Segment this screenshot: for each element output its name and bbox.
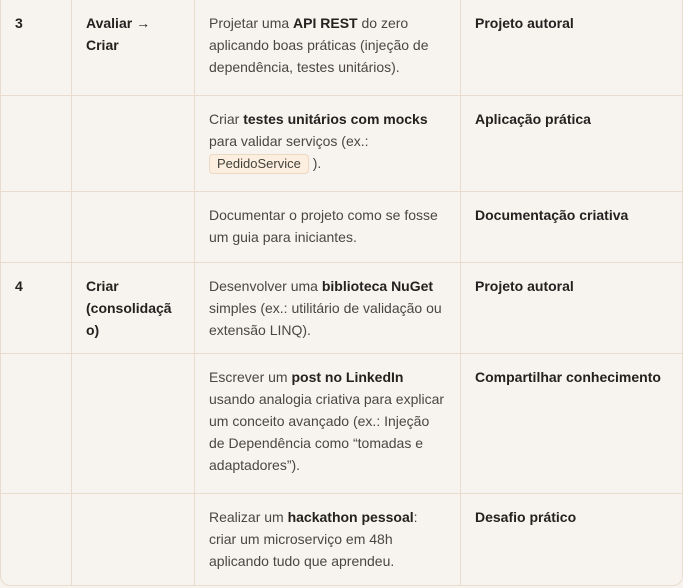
description-text: simples (ex.: utilitário de validação ou extensão LINQ).	[209, 300, 442, 338]
cell-stage-number	[1, 96, 72, 192]
stage-number-text: 4	[15, 278, 23, 294]
description-text: ).	[308, 155, 322, 171]
task-description-text	[209, 204, 446, 248]
description-text: Escrever um	[209, 369, 292, 385]
cell-stage-label	[72, 192, 195, 263]
table-row	[1, 263, 682, 354]
description-text: Criar	[209, 111, 244, 127]
cell-task-description	[195, 263, 461, 354]
cell-task-category	[461, 263, 682, 354]
cell-stage-label	[72, 494, 195, 585]
description-bold-text: API REST	[293, 15, 358, 31]
cell-stage-number	[1, 192, 72, 263]
description-bold-text: biblioteca NuGet	[321, 278, 434, 294]
stage-number-text: 3	[15, 15, 23, 31]
table-row	[1, 354, 682, 494]
task-category-text: Aplicação prática	[475, 111, 591, 127]
cell-task-category	[461, 0, 682, 96]
task-category-text: Compartilhar conhecimento	[475, 369, 661, 385]
task-description-text	[209, 366, 446, 476]
description-text: Projetar uma	[209, 15, 294, 31]
task-category-text: Documentação criativa	[475, 207, 629, 223]
task-description-text	[209, 12, 446, 78]
description-bold-text: post no LinkedIn	[291, 369, 404, 385]
description-text: Documentar o projeto como se fosse um guia para iniciantes.	[209, 207, 438, 245]
table-row	[1, 494, 682, 585]
task-description-text	[209, 506, 446, 572]
description-bold-text: hackathon pessoal	[287, 509, 414, 525]
description-text: Realizar um	[209, 509, 288, 525]
description-text: : criar um microserviço em 48h aplicando tudo que aprendeu.	[209, 509, 418, 569]
cell-task-description	[195, 354, 461, 494]
cell-task-description	[195, 0, 461, 96]
table-row	[1, 96, 682, 192]
table-row	[1, 192, 682, 263]
cell-stage-label	[72, 96, 195, 192]
task-description-text	[209, 275, 446, 341]
task-category-text: Projeto autoral	[475, 15, 574, 31]
task-description-text	[209, 108, 446, 175]
cell-task-category	[461, 494, 682, 585]
task-category-text: Desafio prático	[475, 509, 577, 525]
cell-task-category	[461, 192, 682, 263]
cell-stage-label	[72, 0, 195, 96]
cell-stage-label	[72, 263, 195, 354]
description-text: do zero aplicando boas práticas (injeção de dependência, testes unitários).	[209, 15, 429, 75]
cell-stage-number	[1, 494, 72, 585]
cell-task-description	[195, 192, 461, 263]
description-text: para validar serviços (ex.:	[209, 133, 369, 149]
description-text: usando analogia criativa para explicar um conceito avançado (ex.: Injeção de Dependência como “tomadas e adaptadores”).	[209, 391, 445, 473]
description-bold-text: testes unitários com mocks	[243, 111, 428, 127]
cell-task-category	[461, 96, 682, 192]
task-category-text: Projeto autoral	[475, 278, 574, 294]
cell-task-description	[195, 96, 461, 192]
cell-stage-label	[72, 354, 195, 494]
stage-label-text: Avaliar → Criar	[86, 15, 151, 53]
cell-task-description	[195, 494, 461, 585]
cell-stage-number	[1, 263, 72, 354]
table-row	[1, 0, 682, 96]
cell-stage-number	[1, 354, 72, 494]
inline-code-chip: PedidoService	[209, 154, 309, 174]
cell-task-category	[461, 354, 682, 494]
stage-label-text: Criar (consolidação)	[86, 278, 172, 338]
cell-stage-number	[1, 0, 72, 96]
description-text: Desenvolver uma	[209, 278, 322, 294]
